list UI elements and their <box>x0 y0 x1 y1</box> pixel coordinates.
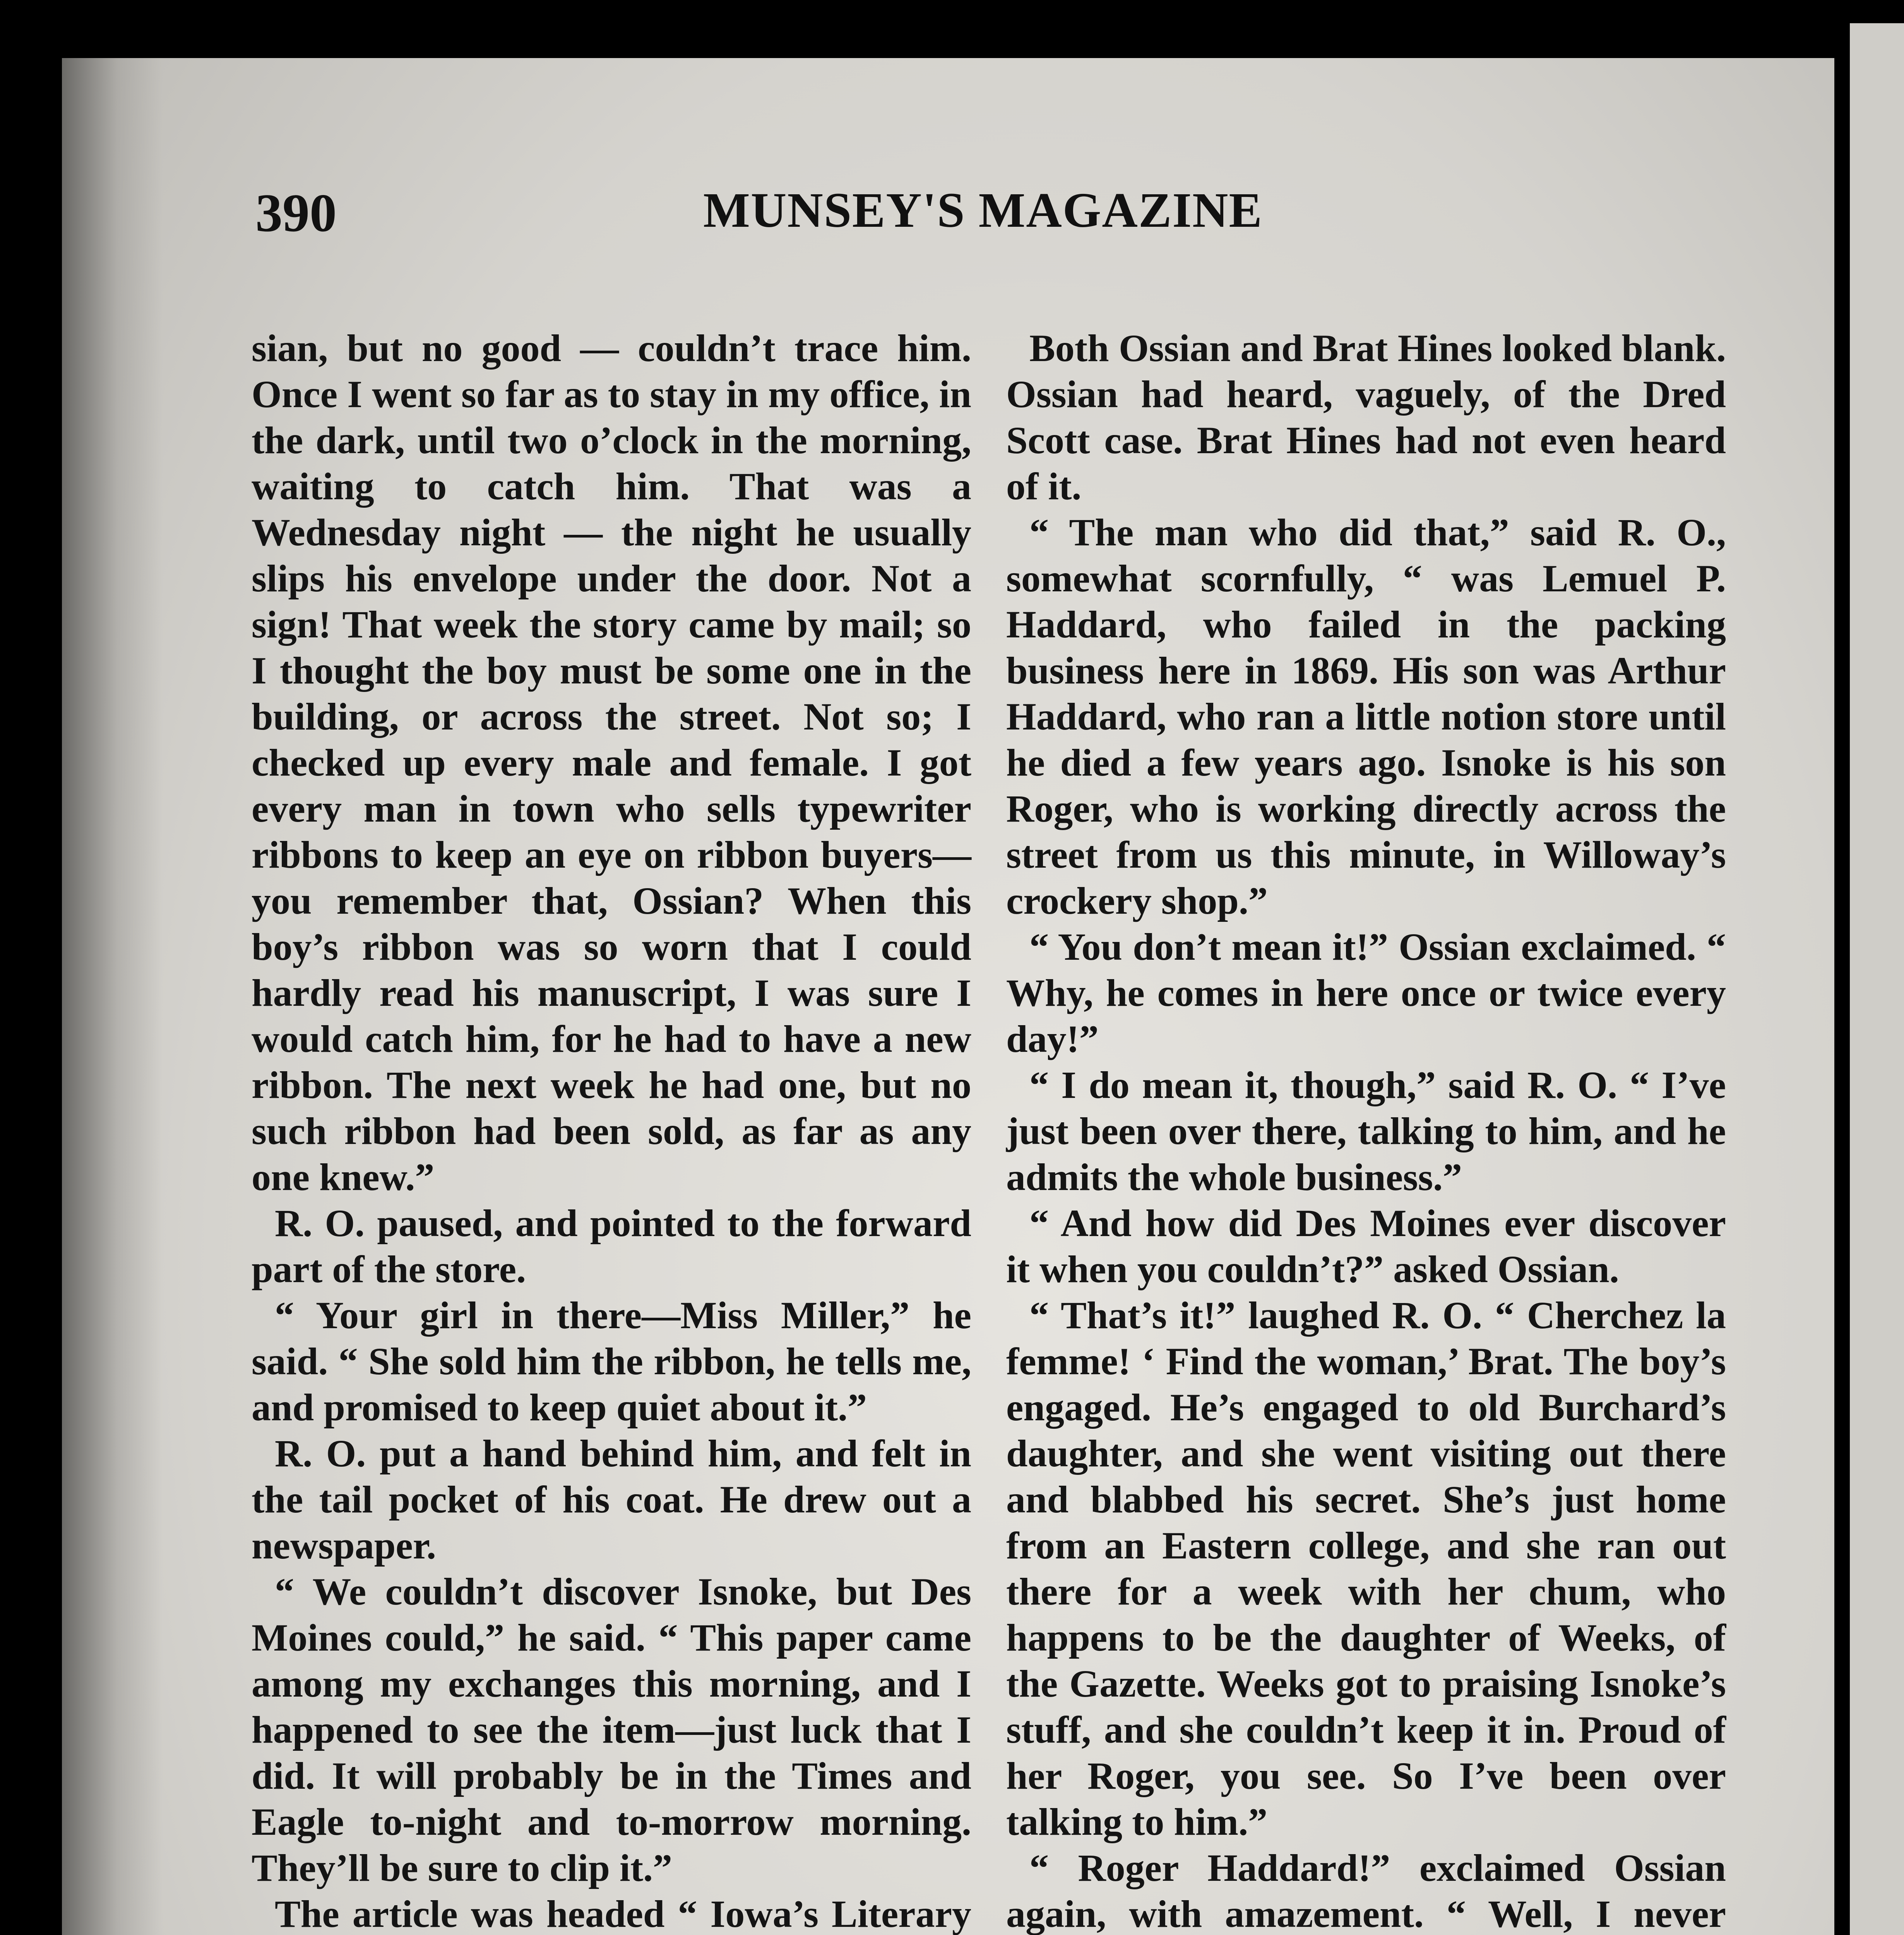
paragraph: “ The man who did that,” said R. O., somewhat scornfully, “ was Lemuel P. Haddard, who failed in the packing business here in 1869. His son was Arthur Haddard, who ran a little notion store until he died a few years ago. Isnoke is his son Roger, who is working directly across the street from us this minute, in Willoway’s crockery shop.” <box>1006 511 1726 922</box>
left-column <box>252 325 971 1935</box>
adjacent-page-edge <box>1850 23 1904 1935</box>
paragraph: R. O. paused, and pointed to the forward part of the store. <box>252 1202 971 1291</box>
paragraph: R. O. put a hand behind him, and felt in the tail pocket of his coat. He drew out a newspaper. <box>252 1432 971 1567</box>
paragraph: “ That’s it!” laughed R. O. “ Cherchez la femme! ‘ Find the woman,’ Brat. The boy’s engaged. He’s engaged to old Burchard’s daughter, and she went visiting out there and blabbed his secret. She’s just home from an Eastern college, and she ran out there for a week with her chum, who happens to be the daughter of Weeks, of the Gazette. Weeks got to praising Isnoke’s stuff, and she couldn’t keep it in. Proud of her Roger, you see. So I’ve been over talking to him.” <box>1006 1294 1726 1843</box>
running-head: MUNSEY'S MAGAZINE <box>703 183 1263 238</box>
gutter-shadow <box>62 58 163 1935</box>
paragraph: “ We couldn’t discover Isnoke, but Des Moines could,” he said. “ This paper came among my exchanges this morning, and I happened to see the item—just luck that I did. It will probably be in the Times and Eagle to-night and to-morrow morning. They’ll be sure to clip it.” <box>252 1570 971 1889</box>
paragraph: The article was headed “ Iowa’s Literary <box>275 1892 971 1935</box>
paragraph: Both Ossian and Brat Hines looked blank. Ossian had heard, vaguely, of the Dred Scott case. Brat Hines had not even heard of it. <box>1006 327 1726 508</box>
paragraph: “ You don’t mean it!” Ossian exclaimed. “ Why, he comes in here once or twice every day!” <box>1006 925 1726 1060</box>
right-column <box>1006 325 1726 1935</box>
paragraph: “ Your girl in there—Miss Miller,” he said. “ She sold him the ribbon, he tells me, and promised to keep quiet about it.” <box>252 1294 971 1429</box>
paragraph: sian, but no good — couldn’t trace him. Once I went so far as to stay in my office, in the dark, until two o’clock in the morning, waiting to catch him. That was a Wednesday night — the night he usually slips his envelope under the door. Not a sign! That week the story came by mail; so I thought the boy must be some one in the building, or across the street. Not so; I checked up every male and female. I got every man in town who sells typewriter ribbons to keep an eye on ribbon buyers— you remember that, Ossian? When this boy’s ribbon was so worn that I could hardly read his manuscript, I was sure I would catch him, for he had to have a new ribbon. The next week he had one, but no such ribbon had been sold, as far as any one knew.” <box>252 327 971 1199</box>
page-header <box>197 182 1769 244</box>
paragraph: “ I do mean it, though,” said R. O. “ I’ve just been over there, talking to him, and he admits the whole business.” <box>1006 1063 1726 1199</box>
page-number: 390 <box>255 183 337 243</box>
paragraph: “ And how did Des Moines ever discover it when you couldn’t?” asked Ossian. <box>1006 1202 1726 1291</box>
paragraph: “ Roger Haddard!” exclaimed Ossian again, with amazement. “ Well, I never <box>1006 1846 1726 1935</box>
